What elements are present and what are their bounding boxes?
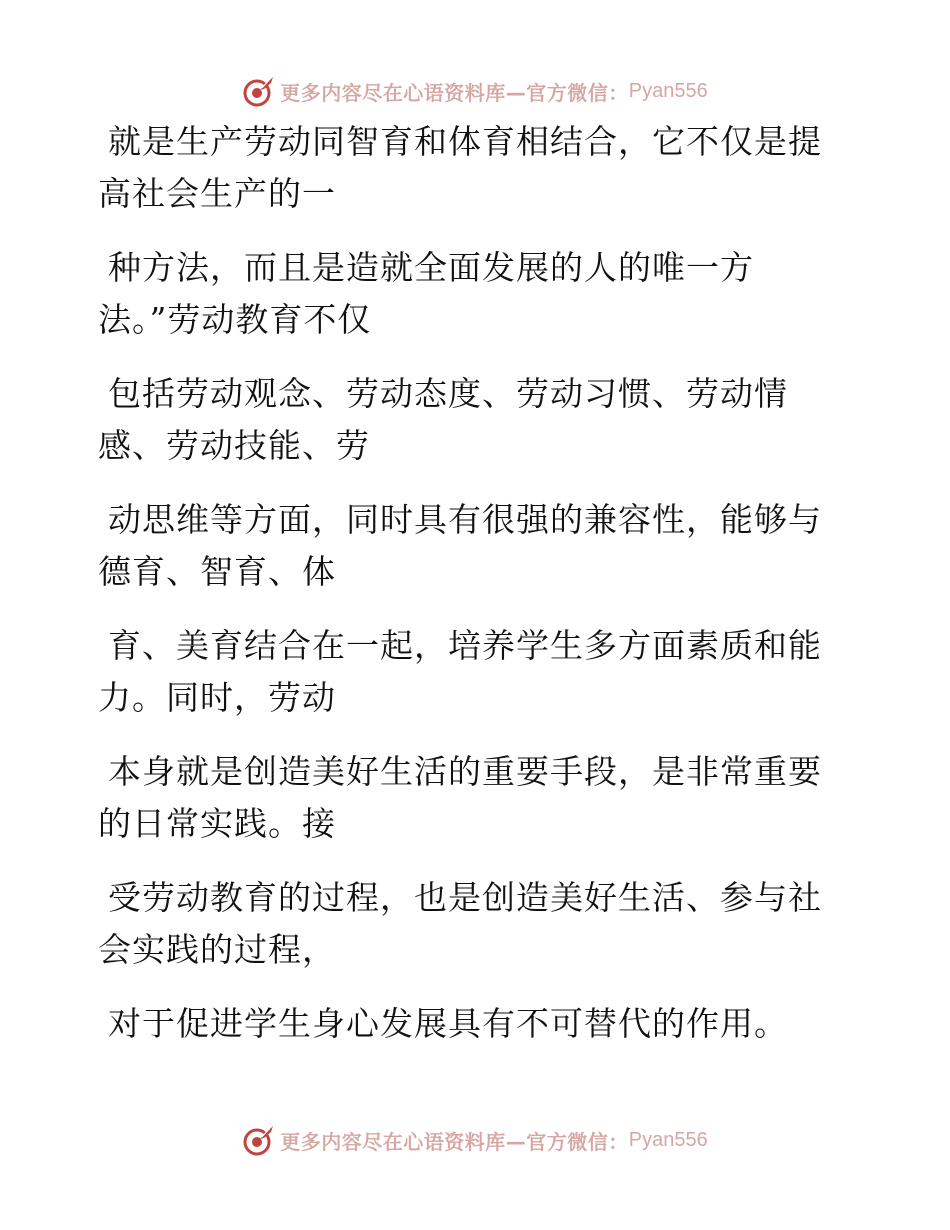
text-line: 的日常实践。接: [98, 804, 336, 843]
text-line: 本身就是创造美好生活的重要手段，是非常重要: [108, 752, 822, 791]
text-line: 就是生产劳动同智育和体育相结合，它不仅是提: [108, 122, 822, 161]
quill-logo-icon: [242, 74, 276, 108]
header-watermark-text: 更多内容尽在心语资料库—官方微信：: [280, 80, 629, 105]
quill-logo-icon: [242, 1123, 276, 1157]
header-watermark: [0, 71, 950, 111]
document-body: [98, 122, 838, 1044]
text-line: 德育、智育、体: [98, 552, 336, 591]
text-line: 高社会生产的一: [98, 174, 336, 213]
text-line: 法。”劳动教育不仅: [98, 300, 372, 339]
text-line: 动思维等方面，同时具有很强的兼容性，能够与: [108, 500, 822, 539]
header-watermark-handle: Pyan556: [628, 79, 708, 102]
text-line: 种方法，而且是造就全面发展的人的唯一方: [108, 248, 754, 287]
text-line: 感、劳动技能、劳: [98, 426, 370, 465]
footer-watermark-handle: Pyan556: [628, 1128, 708, 1151]
text-line: 会实践的过程，: [98, 930, 336, 969]
text-line: 受劳动教育的过程，也是创造美好生活、参与社: [108, 878, 822, 917]
text-line: 育、美育结合在一起，培养学生多方面素质和能: [108, 626, 822, 665]
footer-watermark-text: 更多内容尽在心语资料库—官方微信：: [280, 1129, 629, 1154]
text-line: 对于促进学生身心发展具有不可替代的作用。: [108, 1004, 788, 1043]
text-line: 包括劳动观念、劳动态度、劳动习惯、劳动情: [108, 374, 788, 413]
text-line: 力。同时，劳动: [98, 678, 336, 717]
footer-watermark: [0, 1120, 950, 1160]
